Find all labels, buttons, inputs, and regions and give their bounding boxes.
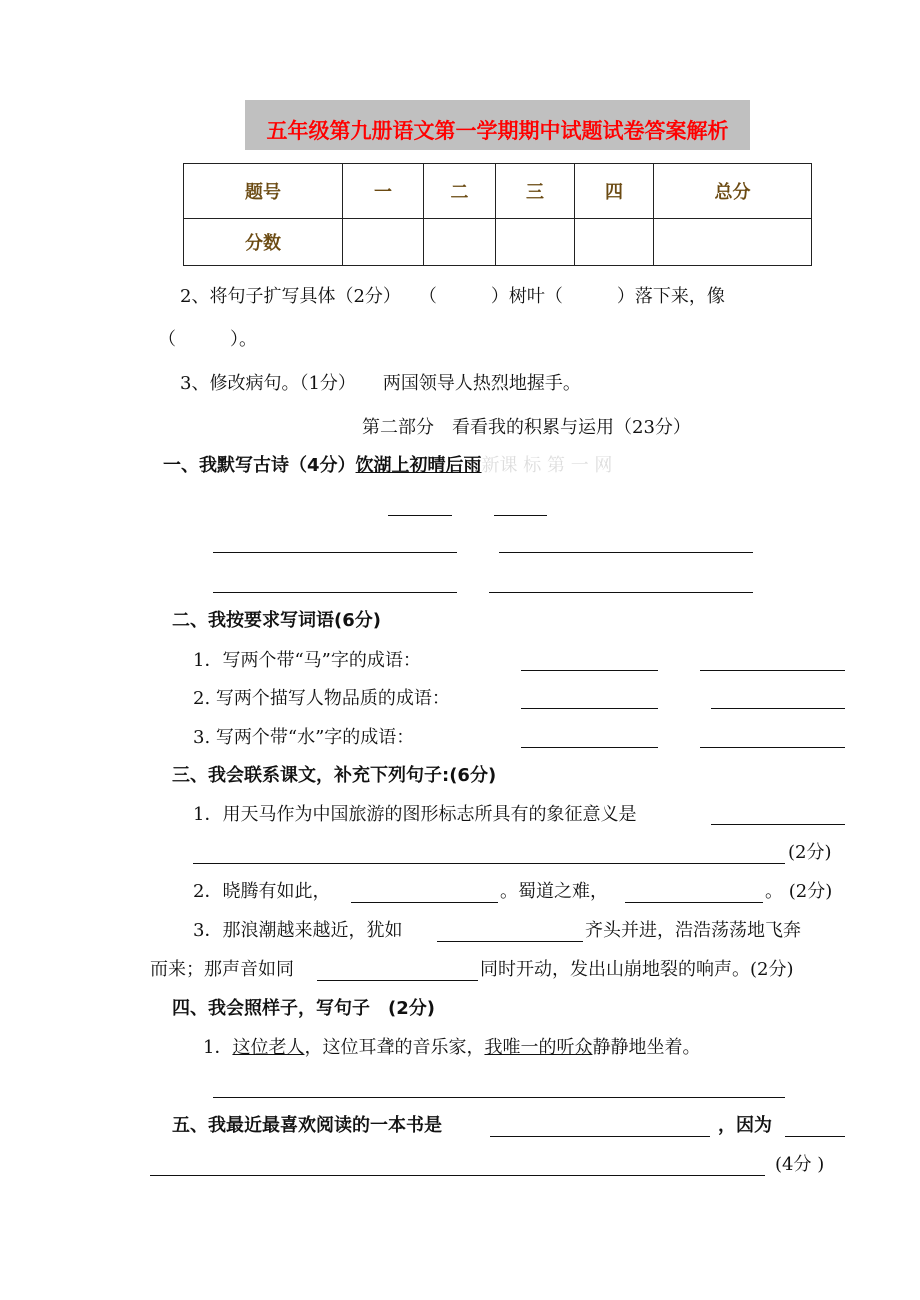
s3-item3c: 而来；那声音如同 (150, 959, 294, 980)
s3-heading: 三、我会联系课文，补充下列句子:(6分) (172, 765, 497, 786)
s3-item1-score: (2分) (788, 842, 832, 863)
s3-item1: 1．用天马作为中国旅游的图形标志所具有的象征意义是 (193, 804, 637, 825)
score-cell[interactable] (343, 219, 424, 266)
s3-item2a: 2．晓腾有如此， (193, 881, 331, 902)
answer-line[interactable] (388, 515, 452, 516)
answer-line[interactable] (521, 670, 658, 671)
s4-example (203, 1036, 700, 1060)
score-cell[interactable] (496, 219, 575, 266)
answer-line[interactable] (521, 747, 658, 748)
answer-line[interactable] (785, 1136, 845, 1137)
answer-line[interactable] (494, 515, 547, 516)
answer-line[interactable] (711, 824, 845, 825)
table-header: 总分 (654, 164, 812, 219)
s2-item: 1．写两个带“马”字的成语： (193, 650, 421, 671)
part2-heading: 第二部分 看看我的积累与运用（23分） (362, 417, 691, 438)
s2-heading: 二、我按要求写词语(6分) (172, 610, 381, 631)
q2-cont: （ ）。 (158, 329, 257, 350)
s4-underlined: 这位老人 (232, 1037, 305, 1058)
s5-heading: 五、我最近最喜欢阅读的一本书是 (172, 1115, 442, 1136)
answer-line[interactable] (499, 552, 753, 553)
answer-line[interactable] (700, 670, 845, 671)
poem-title: 饮湖上初晴后雨 (355, 455, 482, 476)
s4-text: 静静地坐着。 (592, 1037, 701, 1058)
answer-line[interactable] (700, 747, 845, 748)
table-header: 题号 (184, 164, 343, 219)
score-cell[interactable] (575, 219, 654, 266)
s3-item2c: 。 (2分) (765, 881, 833, 902)
q3-text: 3、修改病句。（1分） 两国领导人热烈地握手。 (180, 373, 581, 394)
s4-text: ，这位耳聋的音乐家， (304, 1037, 485, 1058)
s3-item3a: 3．那浪潮越来越近，犹如 (193, 920, 403, 941)
table-header: 三 (496, 164, 575, 219)
answer-line[interactable] (711, 708, 845, 709)
table-header: 一 (343, 164, 424, 219)
answer-line[interactable] (317, 980, 478, 981)
s5-mid: ，因为 (718, 1115, 772, 1136)
s4-underlined: 我唯一的听众 (484, 1037, 593, 1058)
row-label: 分数 (184, 219, 343, 266)
score-cell[interactable] (654, 219, 812, 266)
s3-item3b: 齐头并进，浩浩荡荡地飞奔 (585, 920, 801, 941)
table-header: 四 (575, 164, 654, 219)
s5-score: (4分 ) (775, 1154, 825, 1175)
s4-heading: 四、我会照样子，写句子 (2分) (172, 998, 435, 1019)
answer-line[interactable] (521, 708, 658, 709)
s3-item2b: 。蜀道之难， (500, 881, 608, 902)
score-cell[interactable] (424, 219, 496, 266)
answer-line[interactable] (150, 1175, 765, 1176)
answer-line[interactable] (213, 592, 457, 593)
answer-line[interactable] (489, 592, 753, 593)
answer-line[interactable] (625, 902, 763, 903)
s2-item: 2. 写两个描写人物品质的成语： (193, 688, 450, 709)
answer-line[interactable] (213, 1097, 785, 1098)
answer-line[interactable] (193, 863, 785, 864)
s4-num: 1． (203, 1037, 233, 1058)
q2-text: 2、将句子扩写具体（2分） （ ）树叶（ ）落下来，像 (180, 286, 725, 307)
document-title: 五年级第九册语文第一学期期中试题试卷答案解析 (245, 100, 750, 150)
s2-item: 3. 写两个带“水”字的成语： (193, 727, 415, 748)
score-table (183, 163, 812, 266)
s3-item3d: 同时开动，发出山崩地裂的响声。(2分) (480, 959, 794, 980)
s1-label: 一、我默写古诗（4分） (163, 455, 356, 476)
answer-line[interactable] (213, 552, 457, 553)
s1-heading (163, 454, 612, 478)
answer-line[interactable] (437, 941, 583, 942)
table-header: 二 (424, 164, 496, 219)
answer-line[interactable] (490, 1136, 710, 1137)
answer-line[interactable] (351, 902, 498, 903)
watermark: 新课 标 第 一 网 (481, 455, 613, 476)
